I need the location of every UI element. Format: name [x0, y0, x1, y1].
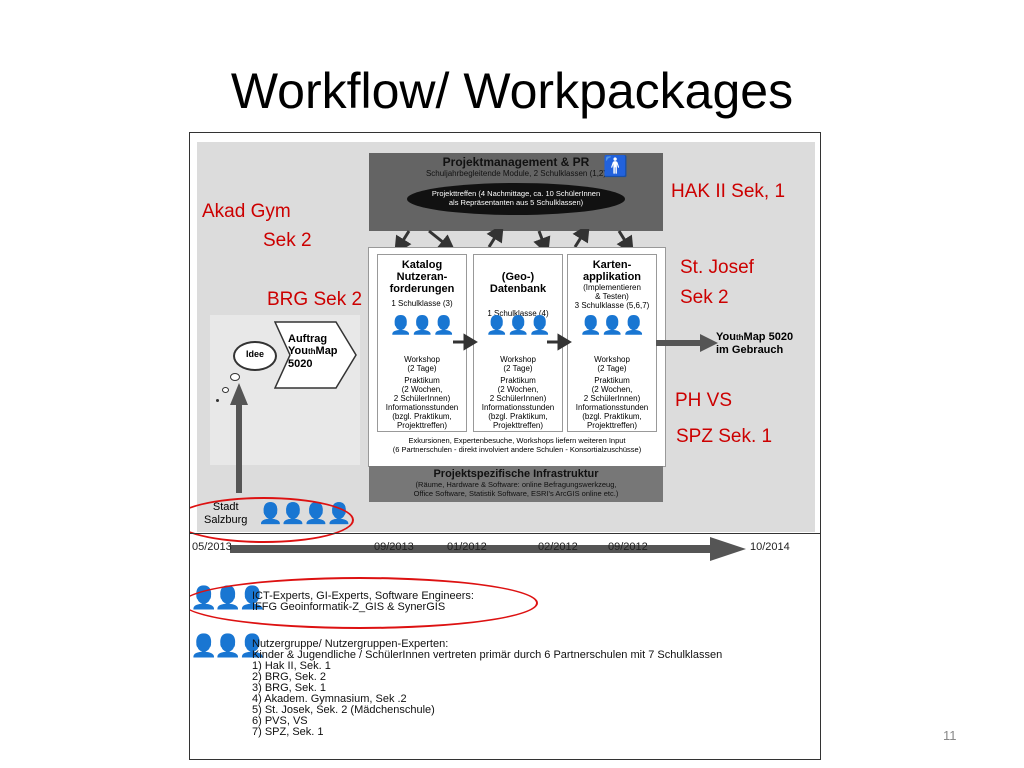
col2-activities [474, 355, 562, 430]
result-you: You [716, 331, 736, 343]
col1-people-icon: 👤👤👤 [389, 315, 455, 335]
col2-title-1: (Geo-) [501, 271, 535, 283]
infra-title: Projektspezifische Infrastruktur [433, 468, 599, 480]
practicum-label: Praktikum [404, 376, 440, 385]
experts-line-1: ICT-Experts, GI-Experts, Software Engineers: [252, 590, 474, 602]
practicum-students: 2 SchülerInnen) [489, 394, 547, 403]
timeline-date-2: 09/2013 [374, 541, 414, 553]
slide-title: Workflow/ Workpackages [230, 63, 794, 119]
label-akad-line-2: Sek 2 [263, 230, 312, 251]
col3-people-icon: 👤👤👤 [579, 315, 645, 335]
page-number: 11 [943, 728, 957, 743]
label-phvs: PH VS [675, 390, 733, 411]
result-th: th [735, 333, 744, 342]
practicum-weeks: (2 Wochen, [401, 385, 443, 394]
result-map: Map 5020 [743, 331, 794, 343]
col3-title-2: applikation [582, 271, 642, 283]
thought-dot-3 [216, 399, 219, 402]
order-line-1: Auftrag [288, 333, 328, 345]
info-hours-detail-1: (bzgl. Praktikum, [582, 412, 642, 421]
workpackages-panel [368, 247, 666, 467]
info-hours-detail-1: (bzgl. Praktikum, [392, 412, 452, 421]
col3-sub-2: & Testen) [595, 292, 629, 301]
school-list-item: 3) BRG, Sek. 1 [252, 682, 326, 694]
label-hak: HAK II Sek, 1 [671, 181, 786, 202]
order-line-3: 5020 [288, 358, 313, 370]
experts-icon: 👤👤👤 [190, 585, 264, 610]
thought-dot-1 [230, 373, 240, 381]
school-list-item: 5) St. Josek, Sek. 2 (Mädchenschule) [252, 704, 435, 716]
order-arrow [274, 321, 358, 389]
col2-title-2: Datenbank [489, 283, 547, 295]
users-title: Nutzergruppe/ Nutzergruppen-Experten: [252, 638, 449, 650]
idea-up-arrow [228, 383, 250, 493]
school-list-item: 2) BRG, Sek. 2 [252, 671, 326, 683]
info-hours-label: Informationsstunden [385, 403, 459, 412]
experts-highlight-ellipse [189, 577, 538, 629]
workshop-label: Workshop [404, 355, 440, 364]
result-arrow [656, 333, 720, 353]
idea-cloud: Idee [233, 341, 277, 371]
school-list-item: 1) Hak II, Sek. 1 [252, 660, 331, 672]
workshop-duration: (2 Tage) [503, 364, 533, 373]
practicum-weeks: (2 Wochen, [591, 385, 633, 394]
workshop-duration: (2 Tage) [407, 364, 437, 373]
infrastructure-box [369, 466, 663, 502]
col1-title-3: forderungen [389, 283, 455, 295]
col3-activities [568, 355, 656, 430]
users-subtitle: Kinder & Jugendliche / SchülerInnen vertreten primär durch 6 Partnerschulen mit 7 Schulklassen [252, 649, 723, 661]
workshop-label: Workshop [594, 355, 630, 364]
result-line-1 [716, 331, 793, 344]
infra-line-2: Office Software, Statistik Software, ESRI's ArcGIS online etc.) [413, 489, 619, 498]
order-map: Map [315, 345, 338, 357]
city-line-1: Stadt [212, 501, 239, 513]
pm-title: Projektmanagement & PR [442, 155, 590, 169]
infra-line-1: (Räume, Hardware & Software: online Befragungswerkzeug, [415, 480, 617, 489]
order-text [288, 333, 338, 370]
timeline-date-4: 02/2012 [538, 541, 578, 553]
col3-sub-3: 3 Schulklasse (5,6,7) [574, 301, 650, 310]
city-line-2: Salzburg [204, 514, 248, 526]
pm-meeting-line-2: als Repräsentanten aus 5 Schulklassen) [448, 198, 584, 207]
column-arrows [369, 332, 665, 352]
col3-title-1: Karten- [592, 259, 632, 271]
footnote-line-1: Exkursionen, Expertenbesuche, Workshops liefern weiteren Input [408, 436, 626, 445]
pm-subtitle: Schuljahrbegleitende Module, 2 Schulklassen (1,2) [425, 169, 607, 178]
practicum-label: Praktikum [500, 376, 536, 385]
city-people-icon: 👤👤👤👤 [258, 503, 350, 525]
footnote-line-2: (6 Partnerschulen - direkt involviert andere Schulen - Konsortialzuschüsse) [392, 445, 642, 454]
school-list-item: 4) Akadem. Gymnasium, Sek .2 [252, 693, 407, 705]
result-line-2: im Gebrauch [716, 344, 784, 356]
workshop-label: Workshop [500, 355, 536, 364]
info-hours-detail-2: Projekttreffen) [586, 421, 638, 430]
practicum-label: Praktikum [594, 376, 630, 385]
users-icon: 👤👤👤 [190, 633, 264, 658]
project-management-box [369, 153, 663, 231]
info-hours-label: Informationsstunden [481, 403, 555, 412]
result-text [716, 331, 793, 356]
info-hours-detail-2: Projekttreffen) [396, 421, 448, 430]
timeline-date-1: 05/2013 [192, 541, 232, 553]
label-spz: SPZ Sek. 1 [676, 426, 773, 447]
col2-people-icon: 👤👤👤 [485, 315, 551, 335]
label-akad-line-1: Akad Gym [202, 201, 291, 222]
order-th: th [307, 347, 316, 356]
school-list-item: 6) PVS, VS [252, 715, 308, 727]
practicum-students: 2 SchülerInnen) [393, 394, 451, 403]
users-legend [252, 639, 722, 738]
pm-people-icon: 🚹 [603, 156, 626, 178]
practicum-weeks: (2 Wochen, [497, 385, 539, 394]
label-stjosef-line-1: St. Josef [680, 257, 754, 278]
timeline-date-3: 01/2012 [447, 541, 487, 553]
workshop-duration: (2 Tage) [597, 364, 627, 373]
school-list-item: 7) SPZ, Sek. 1 [252, 726, 324, 738]
practicum-students: 2 SchülerInnen) [583, 394, 641, 403]
timeline-divider [190, 533, 820, 534]
col1-sub: 1 Schulklasse (3) [391, 299, 453, 308]
col2-sub: 1 Schulklasse (4) [487, 309, 549, 318]
timeline-arrow [230, 535, 760, 563]
info-hours-label: Informationsstunden [575, 403, 649, 412]
pm-meeting-line-1: Projekttreffen (4 Nachmittage, ca. 10 SchülerInnen [431, 189, 601, 198]
order-line-2 [288, 345, 338, 358]
col1-title-2: Nutzeran- [396, 271, 448, 283]
order-you: You [288, 345, 308, 357]
experts-line-2: IFFG Geoinformatik-Z_GIS & SynerGIS [252, 601, 446, 613]
panel-footnote [369, 436, 665, 454]
col3-sub-1: (Implementieren [583, 283, 641, 292]
label-stjosef-line-2: Sek 2 [680, 287, 729, 308]
info-hours-detail-2: Projekttreffen) [492, 421, 544, 430]
project-meeting-ellipse [407, 183, 625, 215]
timeline-date-6: 10/2014 [750, 541, 790, 553]
col1-title-1: Katalog [401, 259, 443, 271]
label-brg: BRG Sek 2 [267, 289, 363, 310]
col1-activities [378, 355, 466, 430]
timeline-date-5: 09/2012 [608, 541, 648, 553]
info-hours-detail-1: (bzgl. Praktikum, [488, 412, 548, 421]
